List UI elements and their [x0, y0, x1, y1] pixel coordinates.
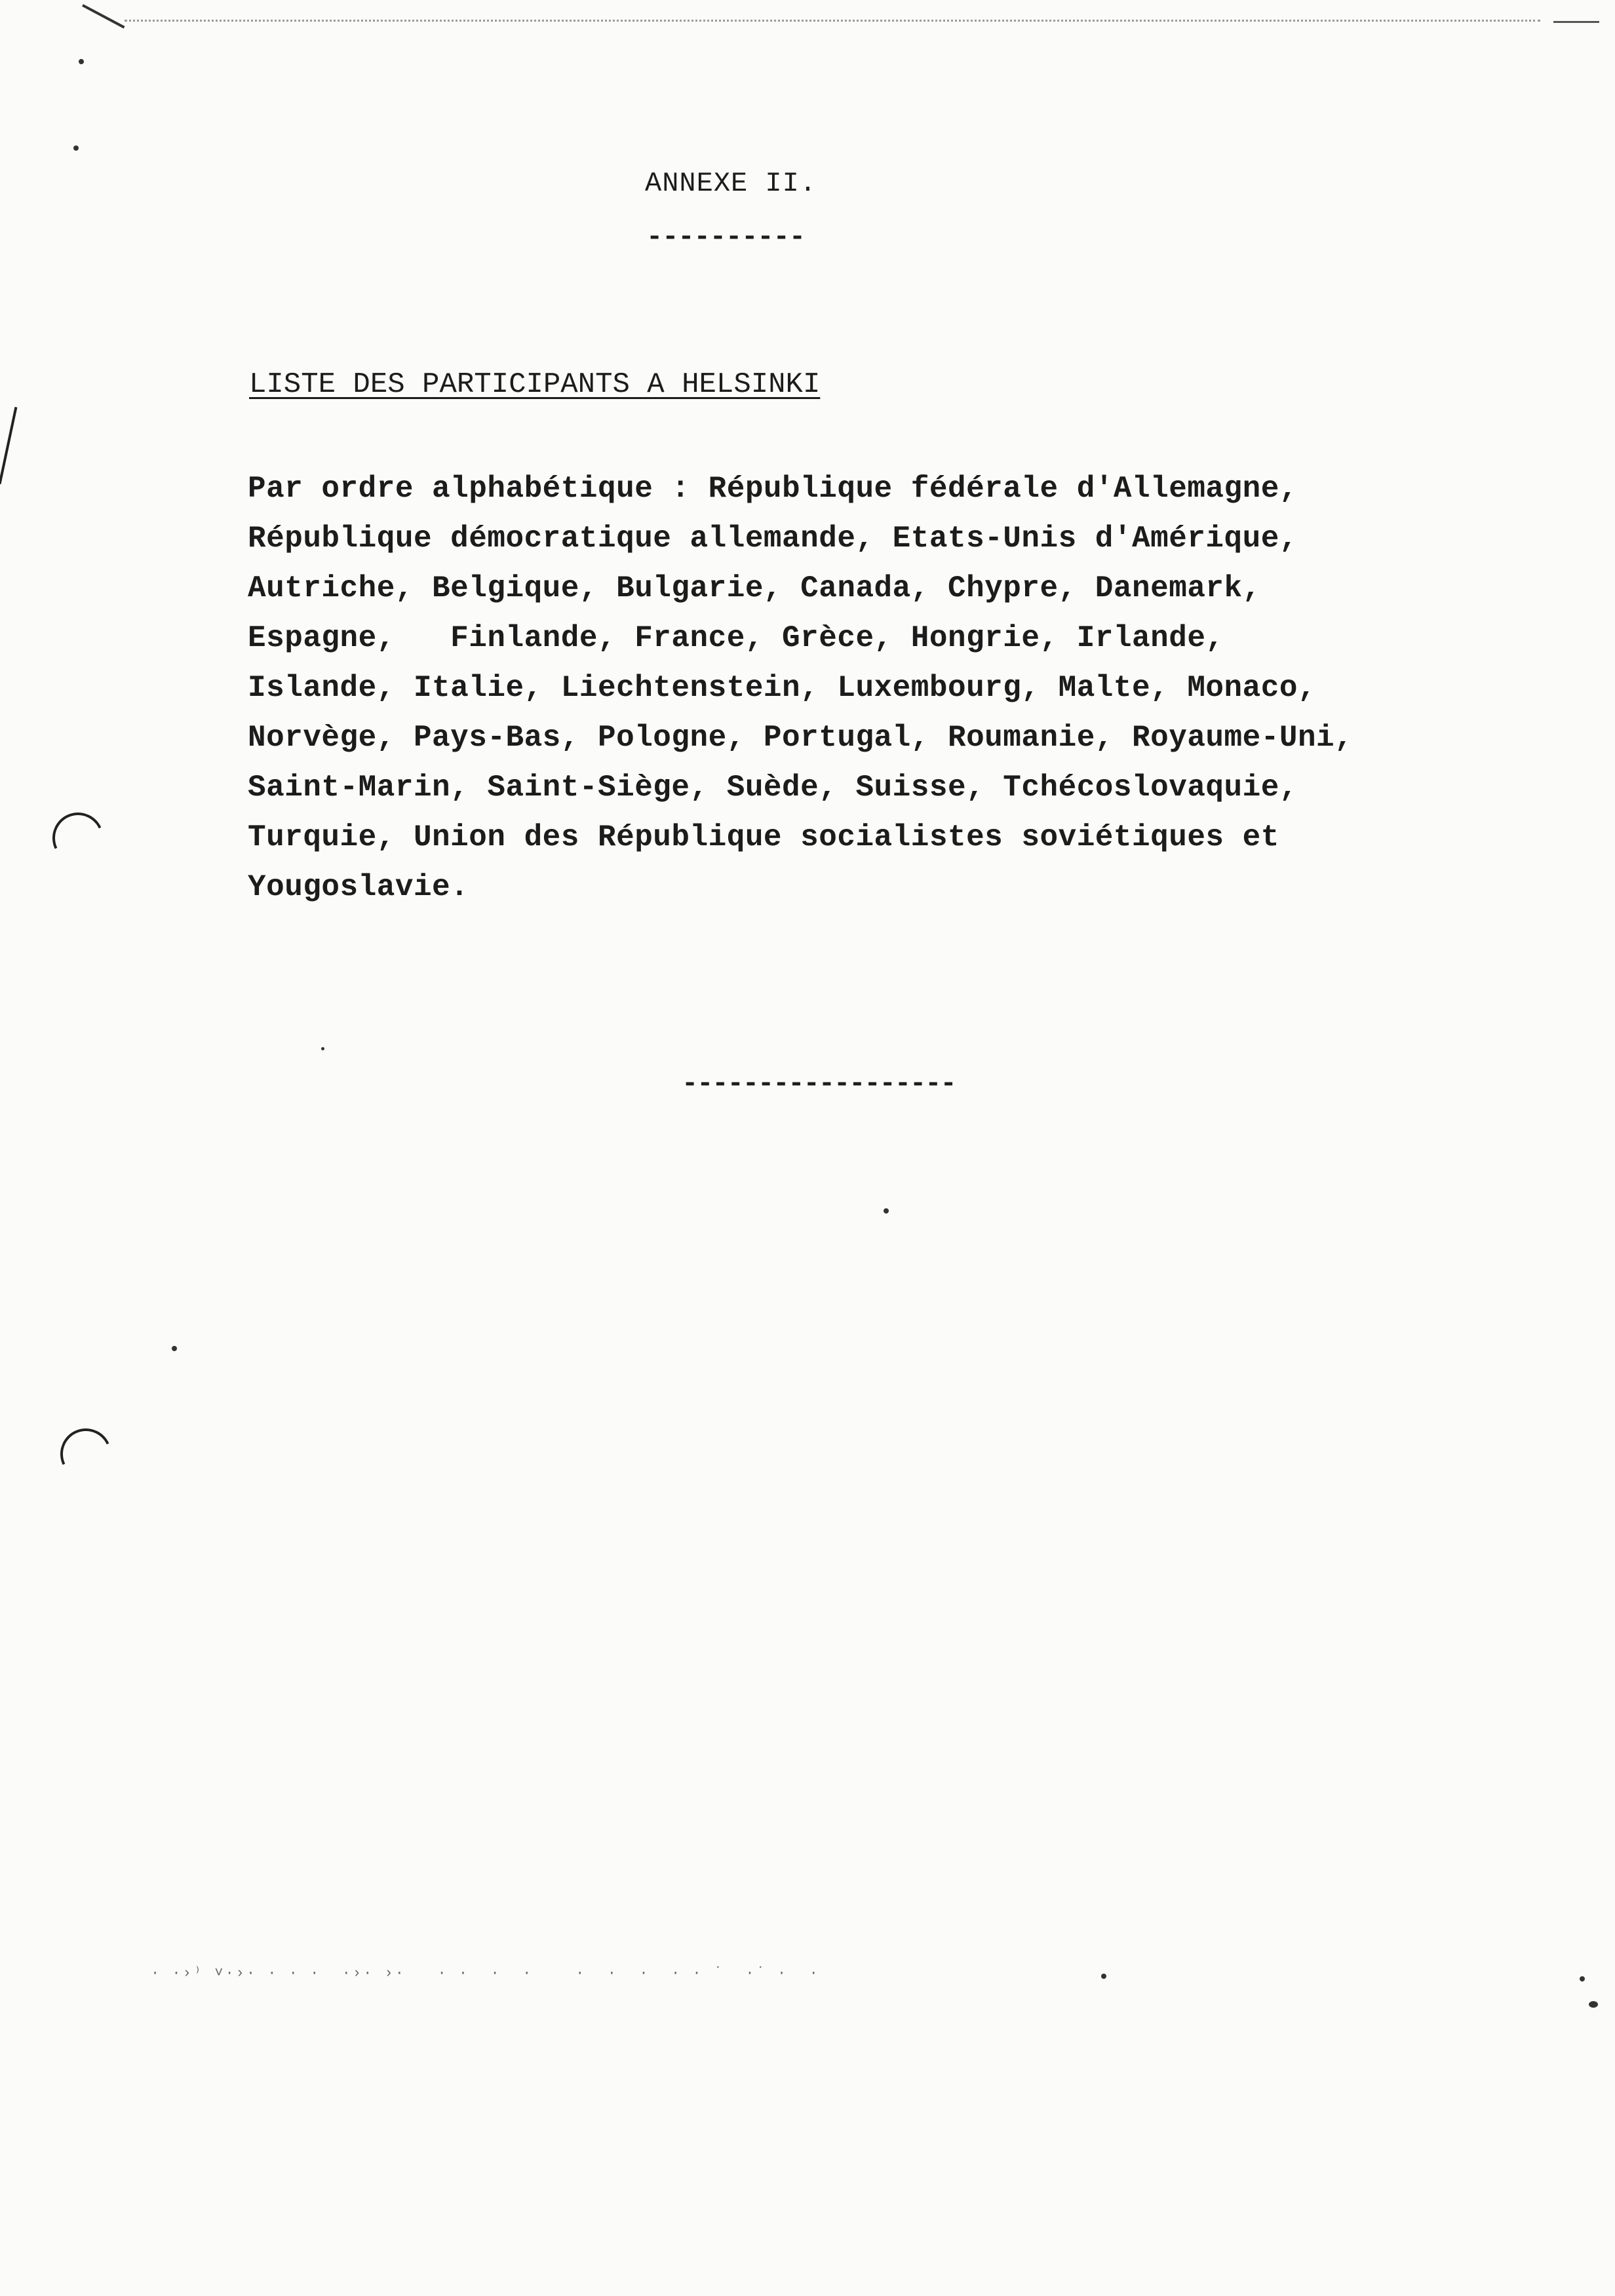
paragraph-line: Saint-Marin, Saint-Siège, Suède, Suisse, Tchécoslovaquie, [248, 771, 1298, 805]
punch-hole [45, 805, 111, 871]
paragraph-line: Norvège, Pays-Bas, Pologne, Portugal, Roumanie, Royaume-Uni, [248, 721, 1353, 755]
margin-pen-mark [0, 407, 17, 484]
paragraph-line: Turquie, Union des République socialistes soviétiques et [248, 820, 1279, 854]
scan-speck [1589, 2001, 1598, 2008]
annex-heading: ANNEXE II. [645, 168, 817, 199]
scan-speck [321, 1047, 324, 1050]
scan-speck [1580, 1976, 1585, 1981]
paragraph-line: Par ordre alphabétique : République fédérale d'Allemagne, [248, 472, 1298, 506]
annex-heading-underline: ---------- [646, 221, 806, 253]
participants-list-title: LISTE DES PARTICIPANTS A HELSINKI [249, 368, 821, 401]
scan-top-edge [125, 20, 1540, 22]
scan-speck [79, 59, 84, 64]
scan-speck [172, 1346, 177, 1351]
paragraph-line: Islande, Italie, Liechtenstein, Luxembourg, Malte, Monaco, [248, 671, 1317, 705]
scan-speck [73, 145, 79, 151]
scan-top-edge-mark [1553, 21, 1599, 23]
paragraph-line: Yougoslavie. [248, 870, 469, 904]
end-separator: ------------------ [682, 1068, 956, 1100]
scan-speck [884, 1208, 889, 1214]
punch-hole [53, 1421, 119, 1487]
paragraph-line: République démocratique allemande, Etats-Unis d'Amérique, [248, 522, 1298, 556]
scan-corner-mark [82, 4, 125, 28]
participants-paragraph [248, 464, 1532, 912]
paragraph-line: Autriche, Belgique, Bulgarie, Canada, Chypre, Danemark, [248, 571, 1261, 605]
paragraph-line: Espagne, Finlande, France, Grèce, Hongrie, Irlande, [248, 621, 1224, 655]
scan-speck [1101, 1974, 1106, 1979]
scan-bleed-through: · ·›⁾ ˅·›· · · · ·›· ›· · · · · · · · · · ˙ ·˙ · · [151, 1965, 820, 1981]
